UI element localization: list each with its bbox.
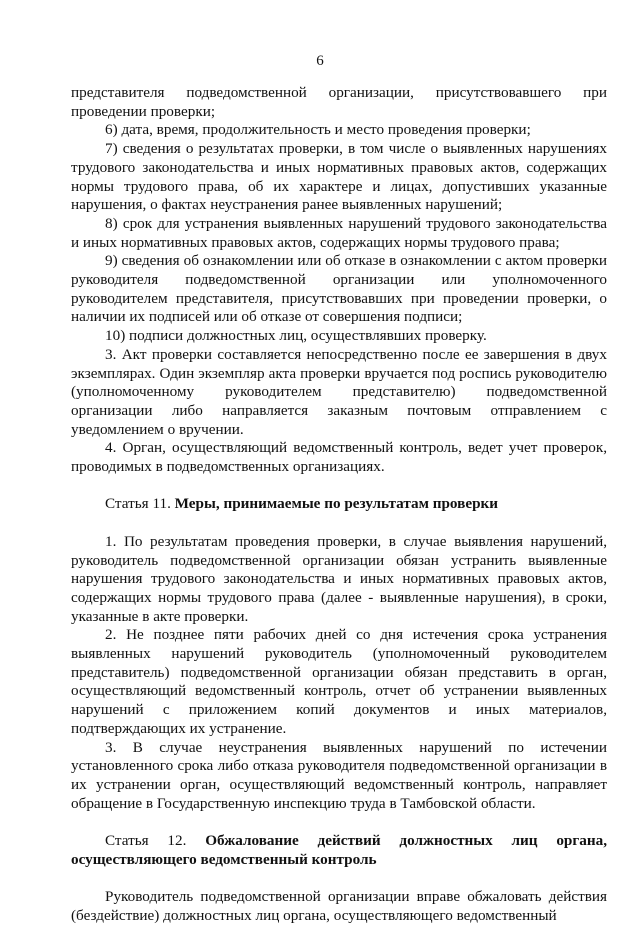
article-11-clause-3: 3. В случае неустранения выявленных нарушений по истечении установленного срока либо отказа руководителя подведомственной организации в их устранении орган, осуществляющий ведомственный контроль, направляет обращение в Государственную инспекцию труда в Тамбовской области. <box>71 738 607 812</box>
list-item-6: 6) дата, время, продолжительность и место проведения проверки; <box>105 121 531 139</box>
list-item-10: 10) подписи должностных лиц, осуществлявших проверку. <box>105 327 487 345</box>
paragraph-continued: представителя подведомственной организации, присутствовавшего при проведении проверки; <box>71 84 607 120</box>
article-12-title: Обжалование действий должностных лиц органа, осуществляющего ведомственный контроль <box>71 832 607 868</box>
page-number: 6 <box>316 53 324 69</box>
article-11-prefix: Статья 11. <box>105 495 175 513</box>
article-11-title: Меры, принимаемые по результатам проверки <box>174 495 499 513</box>
article-12-paragraph-1: Руководитель подведомственной организации вправе обжаловать действия (бездействие) должностных лиц органа, осуществляющего ведомственный <box>71 888 607 924</box>
list-item-7: 7) сведения о результатах проверки, в том числе о выявленных нарушениях трудового законодательства и иных нормативных правовых актов, содержащих нормы трудового права, об их характере и лицах, допустивших указанные нарушения, о фактах неустранения ранее выявленных нарушений; <box>71 140 607 214</box>
article-12-prefix: Статья 12. <box>105 832 206 850</box>
list-item-9: 9) сведения об ознакомлении или об отказе в ознакомлении с актом проверки руководителя подведомственной организации или уполномоченного руководителем представителя, присутствовавших при проведении проверки, о наличии их подписей или об отказе от совершения подписи; <box>71 252 607 326</box>
clause-3: 3. Акт проверки составляется непосредственно после ее завершения в двух экземплярах. Один экземпляр акта проверки вручается под роспись руководителю (уполномоченному руководителем представителю) подведомственной организации либо направляется заказным почтовым отправлением с уведомлением о вручении. <box>71 345 607 438</box>
document-body <box>71 84 607 926</box>
article-11-clause-1: 1. По результатам проведения проверки, в случае выявления нарушений, руководитель подведомственной организации обязан устранить выявленные нарушения трудового законодательства и иных нормативных правовых актов, содержащих нормы трудового права (далее - выявленные нарушения), в сроки, указанные в акте проверки. <box>71 532 607 625</box>
article-11-clause-2: 2. Не позднее пяти рабочих дней со дня истечения срока устранения выявленных нарушений руководитель (уполномоченный руководителем представитель) подведомственной организации обязан представить в орган, осуществляющий ведомственный контроль, отчет об устранении выявленных нарушений с приложением копий документов и иных материалов, подтверждающих их устранение. <box>71 626 607 737</box>
list-item-8: 8) срок для устранения выявленных нарушений трудового законодательства и иных нормативных правовых актов, содержащих нормы трудового права; <box>71 214 607 251</box>
article-11-heading <box>71 495 607 514</box>
article-12-heading <box>71 832 607 869</box>
clause-4: 4. Орган, осуществляющий ведомственный контроль, ведет учет проверок, проводимых в подведомственных организациях. <box>71 439 607 476</box>
